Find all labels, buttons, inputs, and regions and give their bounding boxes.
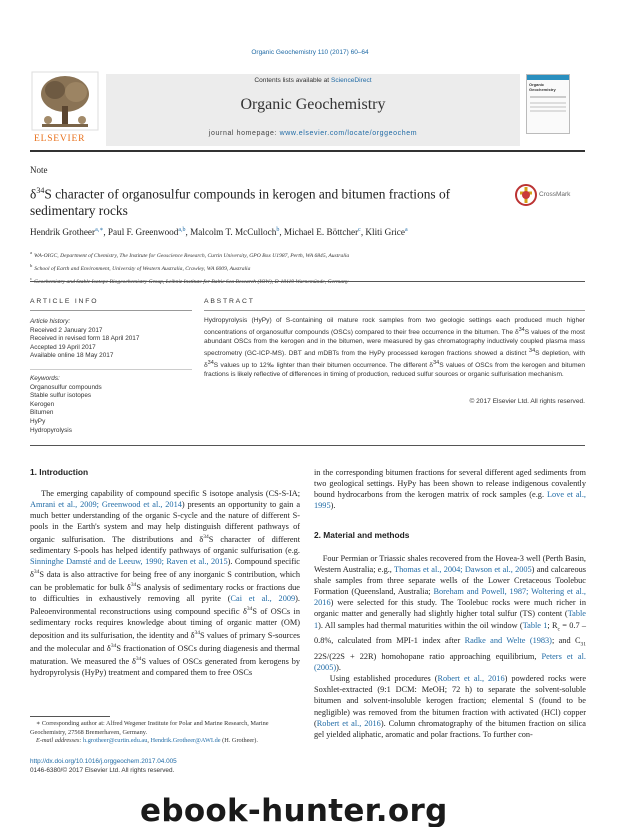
- intro-sup: 34: [110, 643, 117, 650]
- intro-seg: ).: [330, 501, 336, 511]
- author-name: Malcolm T. McCulloch: [190, 227, 277, 238]
- table-link[interactable]: Table 1: [522, 620, 548, 630]
- affiliation: [30, 261, 590, 274]
- intro-seg: S fractionation of OSCs during diagenesis and thermal maturation. We measured the δ: [30, 643, 300, 666]
- methods-sub: 31: [580, 641, 586, 648]
- crossmark-icon: [515, 183, 537, 207]
- doi-link[interactable]: http://dx.doi.org/10.1016/j.orggeochem.2017.04.005: [30, 758, 177, 765]
- intro-seg: S values of primary S-sources and the molecular and δ: [30, 630, 300, 653]
- article-info-heading: ARTICLE INFO: [30, 298, 99, 305]
- methods-seg: Using established procedures (: [329, 674, 438, 684]
- author[interactable]: [284, 227, 361, 237]
- affiliation-marker: c: [30, 275, 33, 281]
- abstract-heading: ABSTRACT: [204, 298, 255, 305]
- affiliation: [30, 248, 590, 261]
- journal-cover-thumbnail[interactable]: [526, 74, 570, 134]
- email-label: E-mail addresses:: [36, 737, 83, 745]
- author-separator: ,: [279, 227, 284, 238]
- header-divider: [30, 150, 585, 152]
- intro-seg: S values of OSCs generated from kerogens by hydropyrolysis (HyPy) treatment and compared them to free OSCs: [30, 656, 300, 677]
- introduction-heading: 1. Introduction: [30, 467, 89, 477]
- issn-line: 0146-6380/© 2017 Elsevier Ltd. All rights reserved.: [30, 766, 175, 774]
- affiliation-text: School of Earth and Environment, University of Western Australia, Crawley, WA 6009, Australia: [34, 265, 251, 272]
- author-separator: ,: [103, 227, 108, 238]
- author-affiliation-marker[interactable]: a: [404, 227, 408, 233]
- intro-sup: 34: [246, 606, 253, 613]
- history-item: Accepted 19 April 2017: [30, 343, 96, 351]
- email-link[interactable]: Hendrik.Grotheer@AWI.de: [150, 737, 221, 745]
- email-line: [30, 737, 300, 746]
- intro-seg: S data is also attractive for being free of any inorganic S contribution, which can be problematic for bulk δ: [30, 570, 300, 593]
- keyword[interactable]: Stable sulfur isotopes: [30, 392, 92, 400]
- methods-seg: = 0.7 – 0.8%, calculated from MPI-1 index after: [314, 620, 587, 646]
- abstract-seg: S depletion, with δ: [204, 350, 586, 370]
- abstract-sup: 34: [529, 347, 536, 354]
- intro-sup: 34: [203, 534, 209, 541]
- author-affiliation-marker[interactable]: b: [276, 227, 280, 233]
- watermark: ebook-hunter.org: [140, 793, 448, 827]
- email-sep: ,: [147, 737, 151, 745]
- author-name: Hendrik Grotheer: [30, 227, 96, 238]
- methods-seg: ; and C: [551, 636, 581, 646]
- citation-link[interactable]: Sinninghe Damsté and de Leeuw, 1990; Raven et al., 2015: [30, 557, 228, 567]
- author-list: [30, 226, 590, 237]
- keyword[interactable]: Hydropyrolysis: [30, 426, 72, 434]
- author-name: Kliti Grice: [365, 227, 405, 238]
- intro-seg: The emerging capability of compound specific S isotope analysis (CS-S-IA;: [41, 489, 301, 498]
- history-list: [30, 327, 192, 361]
- history-item: Available online 18 May 2017: [30, 352, 114, 360]
- masthead-band: [106, 74, 520, 146]
- title-sup: 34: [36, 186, 45, 195]
- keyword[interactable]: HyPy: [30, 417, 46, 425]
- homepage-link[interactable]: www.elsevier.com/locate/orggeochem: [279, 130, 418, 137]
- article-title: [30, 182, 480, 219]
- author-affiliation-marker[interactable]: a,∗: [95, 227, 104, 233]
- footnote-divider: [30, 716, 110, 717]
- methods-seg: ) were selected for this study. The Toolebuc rocks were much richer in organic matter and generally had slightly higher total sulfur (TS) content (: [314, 598, 586, 619]
- abstract-bottom-divider: [30, 445, 585, 446]
- methods-text: [314, 553, 586, 740]
- keywords-label: Keywords:: [30, 375, 60, 382]
- author-name: Paul F. Greenwood: [107, 227, 179, 238]
- intro-seg: ) presents an opportunity to gain a much better understanding of the organic S-cycle and the nature of different S-pools in the Earth's system and may help distinguish different pathways of organic sulfurisation. The distributions and δ: [30, 500, 300, 545]
- intro-seg: in the corresponding bitumen fractions for several different aged sediments from two geological settings. HyPy has been shown to release indigenous covalently bound hydrocarbons from the kerogen matrix of rock samples (e.g.: [314, 468, 586, 500]
- citation-link[interactable]: Love et al., 1995: [314, 490, 586, 511]
- history-item: Received 2 January 2017: [30, 326, 103, 334]
- intro-seg: ). Compound specific δ: [30, 557, 300, 580]
- methods-seg: ) powdered rocks were Soxhlet-extracted (9:1 DCM: MeOH; 72 h) to separate the solvent-soluble bitumen and solvent-insoluble kerogen fraction; elemental S (found to be negligible) was removed from the bitumen fraction with activated (HCl) copper (: [314, 674, 587, 728]
- author[interactable]: [190, 227, 279, 237]
- citation-link[interactable]: Thomas et al., 2004; Dawson et al., 2005: [394, 565, 532, 575]
- intro-sup: 34: [130, 582, 137, 589]
- author-separator: ,: [360, 227, 366, 238]
- methods-seg: ).: [336, 663, 341, 673]
- journal-homepage: [106, 130, 520, 137]
- methods-seg: ). Column chromatography of the bitumen fraction on silica gel yielded aliphatic, aromatic and polar fractions. To further con-: [314, 718, 586, 739]
- table-link[interactable]: Table 1: [314, 609, 586, 630]
- abstract-seg: S values up to 12‰ lighter than their bitumen occurrence. The different δ: [213, 362, 434, 370]
- crossmark-label: CrossMark: [539, 191, 571, 198]
- affiliation-divider: [30, 281, 585, 282]
- methods-sub: c: [557, 626, 560, 633]
- abstract-divider: [204, 310, 585, 311]
- abstract-copyright: © 2017 Elsevier Ltd. All rights reserved.: [469, 398, 585, 405]
- journal-masthead: [30, 70, 585, 156]
- keywords-divider: [30, 369, 192, 370]
- introduction-text: [30, 488, 300, 678]
- keyword[interactable]: Organosulfur compounds: [30, 383, 102, 391]
- keyword[interactable]: Kerogen: [30, 400, 55, 408]
- keyword-list: [30, 384, 192, 436]
- citation-link[interactable]: Peters et al. (2005): [314, 652, 586, 673]
- methods-seg: Four Permian or Triassic shales recovered from the Hovea-3 well (Perth Basin, Western Australia; e.g.,: [314, 554, 587, 575]
- history-label: Article history:: [30, 318, 71, 325]
- affiliation-text: WA-OIGC, Department of Chemistry, The Institute for Geoscience Research, Curtin University, GPO Box U1987, Perth, WA 6845, Australia: [34, 252, 350, 259]
- journal-reference[interactable]: Organic Geochemistry 110 (2017) 60–64: [251, 49, 369, 56]
- methods-seg: ; R: [547, 620, 558, 630]
- introduction-continued: [314, 467, 586, 511]
- citation-link[interactable]: Robert et al., 2016: [316, 718, 381, 728]
- title-text: S character of organosulfur compounds in kerogen and bitumen fractions of sedimentary rocks: [30, 186, 451, 219]
- author-name: Michael E. Böttcher: [283, 227, 359, 238]
- homepage-prefix: journal homepage:: [208, 130, 280, 137]
- history-item: Received in revised form 18 April 2017: [30, 335, 140, 343]
- contents-line: [106, 77, 520, 84]
- author-affiliation-marker[interactable]: c: [358, 227, 361, 233]
- abstract-sup: 34: [433, 360, 440, 366]
- journal-title: Organic Geochemistry: [240, 96, 386, 113]
- affiliation-marker: b: [30, 262, 33, 268]
- keywords-block: [30, 375, 192, 435]
- crossmark-badge[interactable]: [515, 183, 575, 209]
- article-type: Note: [30, 165, 48, 175]
- article-info-divider: [30, 310, 192, 311]
- affiliation-marker: a: [30, 250, 33, 255]
- intro-sup: 34: [194, 630, 201, 637]
- methods-seg: 22S/(22S + 22R) homohopane ratio approaching equilibrium,: [314, 652, 542, 662]
- citation-link[interactable]: Boreham and Powell, 1987; Woltering et al., 2016: [314, 587, 586, 608]
- contents-prefix: Contents lists available at: [254, 77, 331, 84]
- corresponding-author-note: ∗ Corresponding author at: Alfred Wegener Institute for Polar and Marine Research, Marine Geochemistry, 27568 Bremerhaven, Germany.: [30, 720, 269, 736]
- title-delta: δ: [30, 186, 37, 202]
- intro-sup: 34: [135, 655, 142, 662]
- author-affiliation-marker[interactable]: a,b: [178, 227, 186, 233]
- intro-sup: 34: [33, 569, 40, 576]
- elsevier-wordmark: ELSEVIER: [34, 134, 86, 144]
- abstract-sup: 34: [518, 326, 525, 333]
- cover-title-2: Geochemistry: [529, 87, 556, 92]
- footnotes: [30, 720, 300, 746]
- article-history: [30, 318, 192, 361]
- abstract-seg: S values of the most abundant OSCs from the kerogen and in the bitumen, were measured by gas chromatography inductively coupled plasma mass spectrometry (GC-ICP-MS). DBT and mDBTs from the HyPy processed kerogen fractions showed a distinct: [204, 329, 585, 358]
- methods-heading: 2. Material and methods: [314, 530, 410, 540]
- citation-link[interactable]: Radke and Welte (1983): [464, 636, 552, 646]
- publication-info: [30, 758, 300, 775]
- abstract-text: [204, 317, 585, 380]
- author[interactable]: [365, 227, 407, 237]
- methods-seg: ) and calcareous shale samples from three separate wells of the Lower Cretaceous Toolebuc Formation (Queensland, Australia;: [314, 565, 586, 597]
- intro-seg: ). Paleoenvironmental reconstructions using compound specific δ: [30, 594, 300, 616]
- intro-seg: S analysis of sedimentary rocks or fractions due to difficulties in exhaustively removing all pyrite (: [30, 583, 300, 604]
- methods-seg: ). All samples had thermal maturities within the oil window (: [318, 620, 523, 630]
- email-link[interactable]: h.grotheer@curtin.edu.au: [83, 737, 148, 745]
- citation-link[interactable]: Cai et al., 2009: [230, 594, 296, 604]
- sciencedirect-link[interactable]: ScienceDirect: [330, 77, 372, 84]
- abstract-seg: S values of OSCs from the kerogen and bitumen fractions is likely reflective of differences in timing of production, reduced sulfur sources or organic sulfurisation mechanism.: [204, 362, 585, 379]
- email-tail: (H. Grotheer).: [220, 737, 258, 745]
- citation-link[interactable]: Robert et al., 2016: [437, 674, 505, 684]
- abstract-sup: 34: [207, 360, 214, 366]
- author[interactable]: [30, 227, 103, 237]
- intro-seg: S of OSCs in sedimentary rocks requires knowledge about timing of organic matter (OM) deposition and its sulfurisation, the identity and δ: [30, 607, 300, 640]
- cover-title-1: Organic: [529, 82, 545, 87]
- keyword[interactable]: Bitumen: [30, 409, 54, 417]
- citation-link[interactable]: Amrani et al., 2009; Greenwood et al., 2014: [30, 500, 182, 510]
- intro-seg: S character of different sedimentary S-pools has helped identify pathways of organic sulfurisation (e.g.: [30, 535, 301, 556]
- author[interactable]: [108, 227, 186, 237]
- abstract-seg: Hydropyrolysis (HyPy) of S-containing oil mature rock samples from two geologic settings each produced much higher concentrations of organosulfur compounds (OSCs) compared to their free occurrence in the bitumen. The δ: [204, 317, 585, 337]
- author-separator: ,: [185, 227, 191, 238]
